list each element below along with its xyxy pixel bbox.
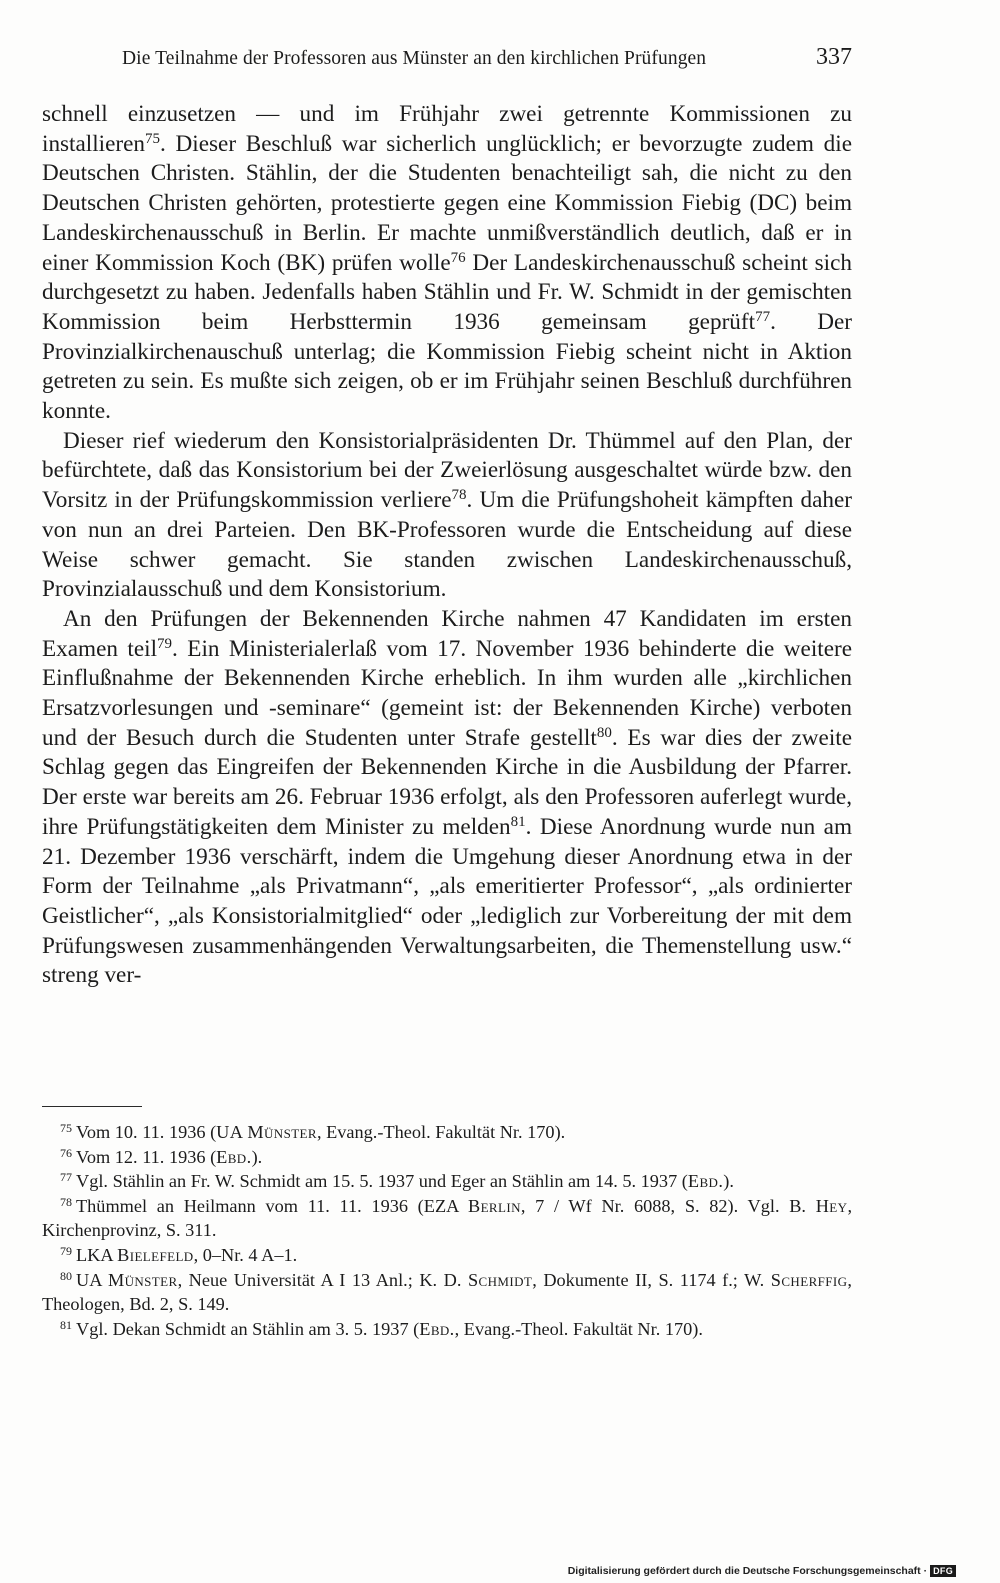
text-run: . Um die Prüfungshoheit kämpften daher von nun an drei Parteien. Den BK-Professoren wurde die Entscheidung auf diese Weise schwer gemacht. Sie standen zwischen Landeskirchenausschuß, Provinzialausschuß und dem Konsistorium. — [42, 487, 852, 603]
footnote-75 — [42, 1120, 852, 1145]
footnote-text: , Kirchenprovinz, S. 311. — [42, 1195, 853, 1241]
footnote-81 — [42, 1317, 852, 1342]
footnote-author: Scherffig — [770, 1269, 848, 1290]
footnote-text: , 0–Nr. 4 A–1. — [193, 1244, 298, 1265]
footnote-text: Vgl. Stählin an Fr. W. Schmidt am 15. 5. 1937 und Eger an Stählin am 14. 5. 1937 ( — [76, 1171, 688, 1192]
footnote-author: Hey — [815, 1195, 848, 1216]
running-title: Die Teilnahme der Professoren aus Münster an den kirchlichen Prüfungen — [122, 48, 707, 69]
text-run: schnell einzusetzen — und im Frühjahr zwei getrennte Kommissionen zu installieren — [42, 101, 852, 157]
body-text — [42, 100, 852, 991]
footnote-text: , Neue Universität A I 13 Anl.; K. D. — [177, 1269, 468, 1290]
footnote-text: Vom 10. 11. 1936 ( — [76, 1122, 217, 1142]
text-run: An den Prüfungen der Bekennenden Kirche nahmen 47 Kandidaten im ersten Examen teil — [42, 605, 852, 662]
running-head — [122, 44, 852, 74]
footnote-source: Ebd. — [687, 1171, 724, 1192]
footnote-text: , Dokumente II, S. 1174 f.; W. — [532, 1269, 771, 1290]
text-run: Dieser rief wiederum den Konsistorialpräsidenten Dr. Thümmel auf den Plan, der befürchtete, daß das Konsistorium bei der Zweierlösung ausgeschaltet würde bzw. den Vorsitz in der Prüfungskommission verliere — [42, 427, 852, 514]
footnote-text: LKA — [76, 1244, 118, 1265]
text-run: . Der Provinzialkirchenauschuß unterlag; die Kommission Fiebig scheint nicht in Aktion getreten zu sein. Es mußte sich zeigen, ob er im Frühjahr seinen Beschluß durchführen konnte. — [42, 308, 852, 425]
text-run: Der Landeskirchenausschuß scheint sich durchgesetzt zu haben. Jedenfalls haben Stählin und Fr. W. Schmidt in der gemischten Kommission beim Herbsttermin 1936 gemeinsam geprüft — [42, 249, 852, 335]
footnote-number: 81 — [60, 1317, 72, 1332]
footnote-source: Münster — [107, 1269, 178, 1290]
footnote-76 — [42, 1145, 852, 1170]
page-number: 337 — [816, 44, 852, 70]
paragraph-2 — [42, 427, 852, 605]
footnote-source: UA Münster — [216, 1122, 317, 1142]
footnote-ref-80[interactable]: 80 — [596, 724, 612, 741]
footnote-text: , 7 / Wf Nr. 6088, S. 82). Vgl. B. — [520, 1195, 816, 1216]
footnote-ref-78[interactable]: 78 — [451, 487, 467, 504]
footnote-text: UA — [76, 1269, 108, 1290]
text-run: . Diese Anordnung wurde nun am 21. Dezember 1936 verschärft, indem die Umgehung dieser Anordnung etwa in der Form der Teilnahme „als Privatmann“, „als emeritierter Professor“, „als ordinierter Geistlicher“, „als Konsistorialmitglied“ oder „lediglich zur Vorbereitung der mit dem Prüfungswesen zusammenhängenden Verwaltungsarbeiten, die Themenstellung usw.“ streng ver- — [42, 813, 852, 989]
footnote-78 — [42, 1194, 852, 1243]
footnote-text: Vom 12. 11. 1936 ( — [76, 1146, 217, 1167]
footnote-ref-75[interactable]: 75 — [145, 130, 161, 147]
footnote-text: , Theologen, Bd. 2, S. 149. — [42, 1269, 852, 1315]
credit-text: Digitalisierung gefördert durch die Deutsche Forschungsgemeinschaft · — [567, 1564, 928, 1577]
footnote-divider — [42, 1106, 142, 1107]
footnote-number: 78 — [60, 1194, 72, 1209]
footnote-source: Ebd. — [216, 1146, 252, 1167]
footnote-ref-81[interactable]: 81 — [510, 813, 526, 830]
footnote-source: Bielefeld — [117, 1244, 194, 1265]
footnote-number: 80 — [60, 1268, 72, 1283]
footnote-79 — [42, 1243, 852, 1268]
digitization-credit — [568, 1565, 956, 1577]
footnote-text: , Evang.-Theol. Fakultät Nr. 170). — [454, 1318, 703, 1339]
footnote-text: Vgl. Dekan Schmidt an Stählin am 3. 5. 1937 ( — [76, 1318, 420, 1339]
footnote-ref-79[interactable]: 79 — [157, 635, 173, 652]
footnote-author: Schmidt — [467, 1269, 533, 1290]
text-run: . Dieser Beschluß war sicherlich unglücklich; er bevorzugte zudem die Deutschen Christen. Stählin, der die Studenten benachteiligt sah, die nicht zu den Deutschen Christen gehörten, protestierte gegen eine Kommission Fiebig (DC) beim Landeskirchenausschuß in Berlin. Er machte unmißverständlich deutlich, daß er in einer Kommission Koch (BK) prüfen wolle — [42, 130, 852, 276]
footnote-80 — [42, 1268, 852, 1317]
paragraph-1 — [42, 100, 852, 427]
footnote-text: ). — [723, 1171, 734, 1192]
footnote-text: ). — [251, 1146, 263, 1167]
text-run: . Ein Ministerialerlaß vom 17. November 1936 behinderte die weitere Einflußnahme der Bekennenden Kirche erheblich. In ihm wurden alle „kirchlichen Ersatzvorlesungen und -seminare“ (gemeint ist: der Bekennenden Kirche) verboten und der Besuch durch die Studenten unter Strafe gestellt — [42, 635, 853, 751]
footnote-ref-77[interactable]: 77 — [755, 308, 771, 325]
footnote-77 — [42, 1169, 852, 1194]
footnote-number: 76 — [60, 1145, 72, 1160]
footnote-source: Berlin — [468, 1195, 521, 1216]
footnote-number: 79 — [60, 1243, 72, 1258]
footnote-text: Thümmel an Heilmann vom 11. 11. 1936 (EZA — [76, 1195, 468, 1216]
footnote-number: 75 — [60, 1121, 72, 1135]
footnote-text: , Evang.-Theol. Fakultät Nr. 170). — [316, 1122, 566, 1142]
dfg-logo-icon: DFG — [930, 1565, 956, 1577]
footnote-ref-76[interactable]: 76 — [450, 249, 466, 266]
footnote-source: Ebd. — [419, 1318, 455, 1339]
paragraph-3 — [42, 605, 852, 991]
text-run: . Es war dies der zweite Schlag gegen das Eingreifen der Bekennenden Kirche in die Ausbildung der Pfarrer. Der erste war bereits am 26. Februar 1936 erfolgt, als den Professoren auferlegt wurde, ihre Prüfungstätigkeiten dem Minister zu melden — [42, 724, 852, 840]
footnotes — [42, 1120, 852, 1341]
footnote-number: 77 — [60, 1170, 72, 1185]
